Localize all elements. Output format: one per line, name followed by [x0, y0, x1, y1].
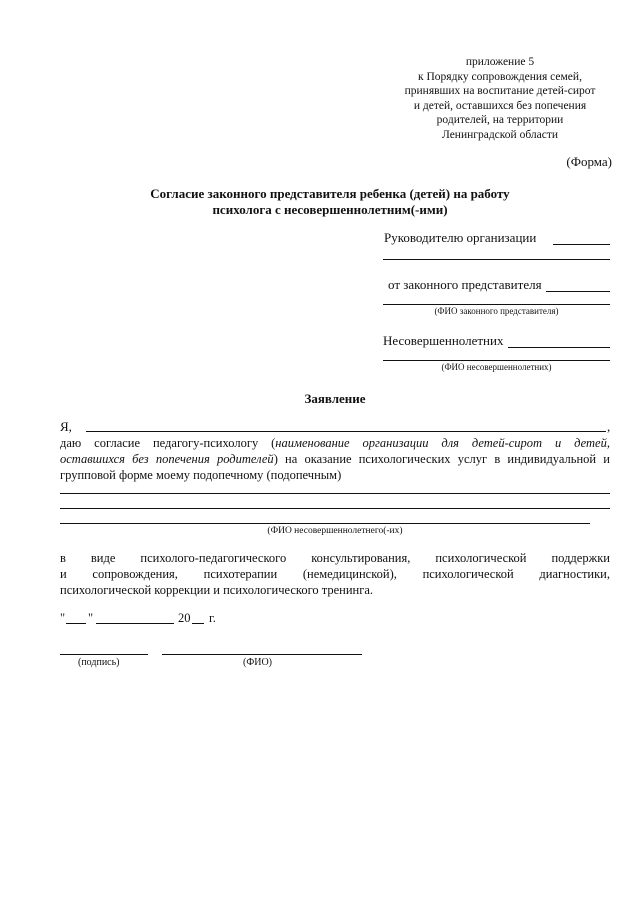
statement-line-2 [60, 452, 610, 468]
signature-caption: (подпись) [78, 657, 120, 668]
head-name-field[interactable] [553, 244, 610, 245]
signature-field[interactable] [60, 654, 148, 655]
comma: , [607, 419, 611, 434]
org-placeholder-2: оставшихся без попечения родителей [60, 452, 274, 466]
appendix-block [380, 55, 620, 142]
statement-line-1 [60, 436, 610, 452]
org-placeholder: наименование организации для детей-сирот и детей, [275, 436, 610, 450]
document-title [80, 186, 580, 218]
statement-text-2: ) на оказание психологических услуг в индивидуальной и [273, 452, 610, 466]
appendix-line: Ленинградской области [441, 128, 559, 141]
date-quote-close: " [88, 611, 94, 625]
rep-name-field-2[interactable] [383, 304, 610, 305]
statement-heading: Заявление [304, 391, 366, 406]
title-line-2: психолога с несовершеннолетним(-ими) [212, 202, 448, 217]
statement-line-3: групповой форме моему подопечному (подопечным) [60, 468, 342, 482]
minors-name-field[interactable] [508, 347, 610, 348]
appendix-line: и детей, оставшихся без попечения [413, 99, 587, 112]
form-label: (Форма) [566, 154, 612, 169]
services-line-3: психологической коррекции и психологического тренинга. [60, 583, 374, 597]
services-line-2: и сопровождения, психотерапии (немедицинской), психологической диагностики, [60, 567, 610, 581]
rep-caption: (ФИО законного представителя) [434, 306, 559, 316]
minor-name-field-1[interactable] [60, 493, 610, 494]
services-line-1: в виде психолого-педагогического консультирования, психологической поддержки [60, 551, 610, 565]
from-label: от законного представителя [388, 277, 542, 292]
minors-label: Несовершеннолетних [383, 333, 504, 348]
minors-name-field-2[interactable] [383, 360, 610, 361]
head-name-field-2[interactable] [383, 259, 610, 260]
date-suffix: г. [209, 611, 216, 625]
appendix-line: родителей, на территории [436, 114, 564, 126]
appendix-line: к Порядку сопровождения семей, [418, 70, 582, 83]
minor-caption: (ФИО несовершеннолетнего(-их) [267, 526, 403, 536]
fio-caption: (ФИО) [243, 657, 273, 668]
title-line-1: Согласие законного представителя ребенка (детей) на работу [150, 186, 510, 201]
date-year-field[interactable] [192, 623, 204, 624]
appendix-line: принявших на воспитание детей-сирот [404, 85, 596, 97]
fio-field[interactable] [162, 654, 362, 655]
ya-label: Я, [60, 419, 72, 434]
statement-text: даю согласие педагогу-психологу ( [60, 436, 276, 450]
date-month-field[interactable] [96, 623, 174, 624]
minor-name-field-2[interactable] [60, 508, 610, 509]
applicant-name-field[interactable] [86, 431, 606, 432]
minor-name-field-3[interactable] [60, 523, 590, 524]
date-day-field[interactable] [66, 623, 86, 624]
appendix-line: приложение 5 [465, 56, 535, 68]
date-year-prefix: 20 [178, 611, 191, 625]
date-quote-open: " [60, 611, 66, 625]
minors-caption: (ФИО несовершеннолетних) [441, 362, 552, 372]
rep-name-field[interactable] [546, 291, 610, 292]
head-label: Руководителю организации [384, 230, 537, 245]
